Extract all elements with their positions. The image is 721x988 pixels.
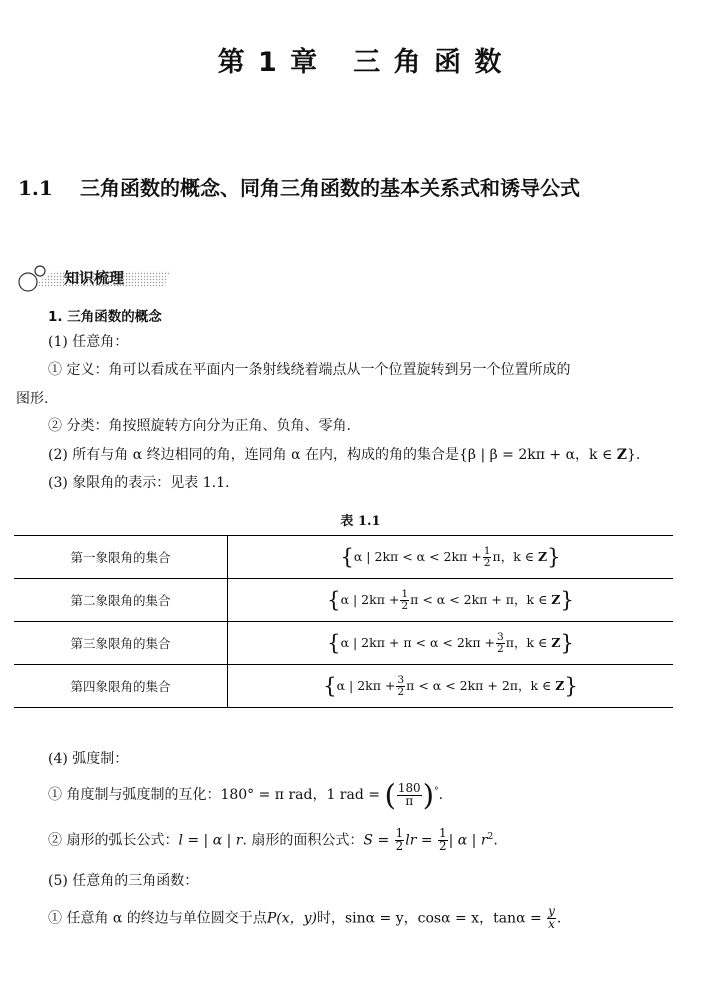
set-left: α | 2kπ < α < 2kπ + bbox=[353, 548, 482, 564]
section-number: 1.1 bbox=[18, 176, 53, 200]
text-fragment: (2) 所有与角 α 终边相同的角，连同角 α 在内，构成的角的集合是 bbox=[48, 447, 459, 463]
integers-symbol: Z bbox=[555, 677, 565, 693]
text-fragment: }. bbox=[627, 447, 641, 463]
text-line: (3) 象限角的表示：见表 1.1. bbox=[48, 475, 230, 491]
quadrant-set bbox=[228, 536, 674, 579]
text-fragment: ① 角度制与弧度制的互化：180° = π rad，1 rad = bbox=[48, 787, 380, 803]
fraction bbox=[397, 780, 422, 808]
set-right: π < α < 2kπ + 2π，k ∈ bbox=[406, 677, 556, 693]
set-right: π，k ∈ bbox=[505, 634, 552, 650]
denominator: 2 bbox=[497, 641, 504, 655]
quadrant-label: 第三象限角的集合 bbox=[14, 622, 228, 665]
quadrant-label: 第二象限角的集合 bbox=[14, 579, 228, 622]
integers-symbol: Z bbox=[551, 591, 561, 607]
numerator: 1 bbox=[483, 543, 491, 557]
fraction bbox=[483, 543, 492, 569]
knowledge-banner-label: 知识梳理 bbox=[64, 269, 125, 287]
numerator: y bbox=[548, 904, 555, 918]
right-brace: } bbox=[560, 587, 574, 613]
integers-symbol: Z bbox=[537, 548, 548, 564]
quadrant-set bbox=[228, 579, 674, 622]
numerator: 180 bbox=[397, 780, 421, 795]
math-fragment: lr = bbox=[405, 832, 433, 849]
fraction bbox=[496, 629, 505, 655]
text-line-radian-conversion: ① 角度制与弧度制的互化：180° = π rad，1 rad = ( $\frac{180}{\pi}$ )°. bbox=[48, 778, 444, 812]
fraction bbox=[438, 828, 448, 853]
text-fragment: ② 扇形的弧长公式： bbox=[48, 832, 179, 849]
section-name: 三角函数的概念、同角三角函数的基本关系式和诱导公式 bbox=[80, 176, 580, 200]
set-left: α | 2kπ + bbox=[340, 591, 400, 607]
quadrant-angle-table bbox=[14, 535, 673, 708]
fraction bbox=[400, 586, 409, 612]
denominator: π bbox=[405, 793, 414, 808]
right-paren: ) bbox=[422, 778, 435, 812]
left-brace: { bbox=[327, 587, 341, 613]
numerator: 1 bbox=[401, 586, 409, 600]
chapter-number: 第 1 章 bbox=[217, 47, 320, 78]
text-fragment: . 扇形的面积公式： bbox=[242, 832, 364, 849]
integers-symbol: Z bbox=[551, 634, 561, 650]
subsection-heading: 1. 三角函数的概念 bbox=[48, 309, 162, 325]
math-set: {β | β = 2kπ + α，k ∈ bbox=[459, 447, 617, 463]
chapter-title bbox=[0, 40, 721, 79]
table-row bbox=[14, 536, 673, 579]
left-paren: ( bbox=[384, 778, 396, 812]
right-brace: } bbox=[564, 673, 578, 699]
table-row bbox=[14, 622, 673, 665]
table-row bbox=[14, 665, 673, 708]
denominator: 2 bbox=[395, 838, 404, 853]
right-brace: } bbox=[560, 630, 574, 656]
denominator: 2 bbox=[483, 555, 491, 569]
quadrant-label: 第一象限角的集合 bbox=[14, 536, 228, 579]
denominator: 2 bbox=[397, 684, 405, 698]
section-title bbox=[18, 172, 580, 201]
numerator: 1 bbox=[439, 826, 447, 840]
text-line-angle-set bbox=[48, 444, 640, 464]
math-fragment: 时，sinα = y，cosα = x，tanα = bbox=[316, 910, 542, 927]
numerator: 3 bbox=[497, 629, 504, 643]
quadrant-set bbox=[228, 622, 674, 665]
fraction bbox=[396, 672, 405, 698]
denominator: 2 bbox=[401, 598, 409, 612]
text-line: (5) 任意角的三角函数： bbox=[48, 873, 199, 889]
integers-symbol: Z bbox=[616, 447, 628, 463]
numerator: 3 bbox=[397, 672, 405, 686]
text-line: ② 分类：角按照旋转方向分为正角、负角、零角. bbox=[48, 418, 351, 434]
degree-superscript: ° bbox=[434, 786, 439, 797]
set-right: π < α < 2kπ + π，k ∈ bbox=[410, 591, 552, 607]
table-row bbox=[14, 579, 673, 622]
arc-length-formula: l = | α | r bbox=[178, 832, 243, 849]
quadrant-set bbox=[228, 665, 674, 708]
area-symbol: S = bbox=[363, 832, 390, 849]
left-brace: { bbox=[327, 630, 341, 656]
math-fragment: | α | r bbox=[448, 832, 488, 849]
quadrant-label: 第四象限角的集合 bbox=[14, 665, 228, 708]
table-caption: 表 1.1 bbox=[340, 514, 381, 529]
square-superscript: 2 bbox=[487, 831, 494, 842]
left-brace: { bbox=[340, 544, 354, 570]
set-left: α | 2kπ + π < α < 2kπ + bbox=[340, 634, 496, 650]
denominator: x bbox=[548, 916, 555, 931]
text-line: 图形. bbox=[16, 391, 49, 407]
right-brace: } bbox=[547, 544, 561, 570]
text-line-sector-formulas: ② 扇形的弧长公式：l = | α | r. 扇形的面积公式：S = $\frac{1}{2}$ lr = $\frac{1}{2}$ | α | $r^2$. bbox=[48, 826, 498, 853]
point-notation: P(x，y) bbox=[266, 910, 317, 927]
denominator: 2 bbox=[439, 838, 447, 853]
chapter-name: 三 角 函 数 bbox=[353, 47, 504, 78]
left-brace: { bbox=[323, 673, 337, 699]
text-line: (1) 任意角： bbox=[48, 334, 129, 350]
text-line: ① 定义：角可以看成在平面内一条射线绕着端点从一个位置旋转到另一个位置所成的 bbox=[48, 362, 571, 378]
text-fragment: ① 任意角 α 的终边与单位圆交于点 bbox=[48, 910, 267, 927]
set-left: α | 2kπ + bbox=[336, 677, 396, 693]
set-right: π，k ∈ bbox=[492, 548, 538, 564]
fraction bbox=[547, 906, 556, 931]
text-line: (4) 弧度制： bbox=[48, 751, 129, 767]
fraction bbox=[395, 828, 405, 853]
text-line-unit-circle: ① 任意角 α 的终边与单位圆交于点P(x，y)时，sinα = y，cosα = x，tanα = $\frac{y}{x}$ . bbox=[48, 904, 562, 931]
numerator: 1 bbox=[395, 826, 404, 840]
